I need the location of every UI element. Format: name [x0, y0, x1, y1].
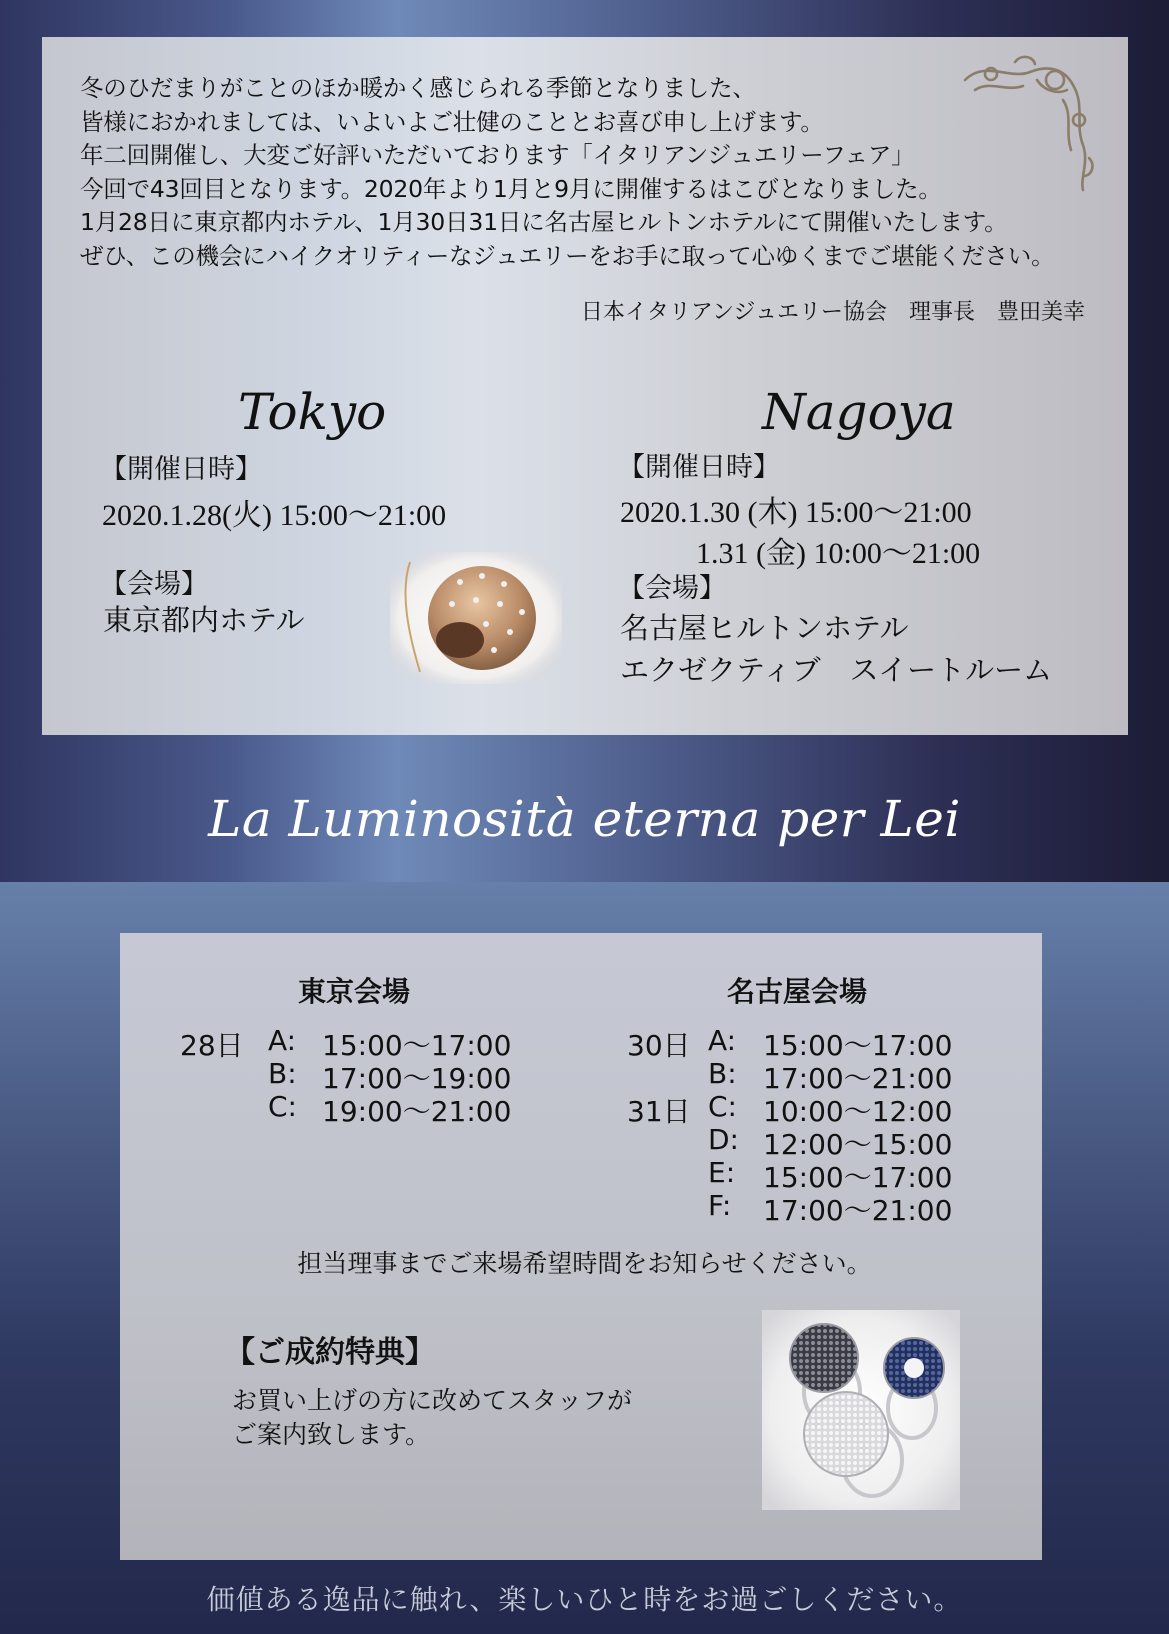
nagoya-venue-label: 【会場】 [618, 573, 726, 604]
tokyo-day: 28日 [180, 1029, 244, 1062]
nagoya-slot-code: B: [708, 1057, 737, 1090]
bonus-line: お買い上げの方に改めてスタッフが [232, 1386, 633, 1415]
ring-photo [390, 552, 562, 684]
tokyo-slot-time: 17:00～19:00 [322, 1062, 512, 1095]
tokyo-schedule-title: 東京会場 [298, 975, 411, 1008]
tokyo-date-label: 【開催日時】 [100, 454, 262, 485]
nagoya-slot-code: A: [708, 1024, 737, 1057]
slogan: La Luminosità eterna per Lei [208, 790, 961, 848]
nagoya-slot-time: 17:00～21:00 [763, 1194, 953, 1227]
greeting-line: ぜひ、この機会にハイクオリティーなジュエリーをお手に取って心ゆくまでご堪能ください。 [80, 241, 1055, 270]
tokyo-slot-time: 15:00～17:00 [322, 1029, 512, 1062]
nagoya-slot-code: E: [708, 1156, 736, 1189]
nagoya-date-label: 【開催日時】 [618, 452, 780, 483]
nagoya-slot-code: D: [708, 1123, 739, 1156]
greeting-line: 皆様におかれましては、いよいよご壮健のこととお喜び申し上げます。 [80, 107, 824, 136]
greeting-line: 1月28日に東京都内ホテル、1月30日31日に名古屋ヒルトンホテルにて開催いたします。 [80, 208, 1008, 236]
greeting-line: 冬のひだまりがことのほか暖かく感じられる季節となりました、 [80, 74, 756, 102]
nagoya-date-1: 2020.1.30 (木) 15:00～21:00 [620, 496, 972, 529]
tokyo-venue-label: 【会場】 [100, 569, 208, 600]
nagoya-day-2: 31日 [627, 1095, 691, 1128]
greeting-line: 年二回開催し、大変ご好評いただいております「イタリアンジュエリーフェア」 [80, 141, 915, 169]
nagoya-slot-code: F: [708, 1189, 732, 1222]
greeting-line: 今回で43回目となります。2020年より1月と9月に開催するはこびとなりました。 [80, 174, 942, 203]
tokyo-slot-time: 19:00～21:00 [322, 1095, 512, 1128]
tokyo-slot-code: B: [268, 1057, 297, 1090]
tokyo-date: 2020.1.28(火) 15:00～21:00 [102, 499, 447, 532]
nagoya-slot-time: 12:00～15:00 [763, 1128, 953, 1161]
greeting-text [80, 72, 1110, 273]
nagoya-slot-time: 15:00～17:00 [763, 1029, 953, 1062]
footer-message: 価値ある逸品に触れ、楽しいひと時をお過ごしください。 [206, 1583, 963, 1616]
nagoya-day-1: 30日 [627, 1029, 691, 1062]
nagoya-slot-time: 15:00～17:00 [763, 1161, 953, 1194]
tokyo-slot-code: C: [268, 1090, 297, 1123]
tokyo-venue: 東京都内ホテル [103, 603, 305, 637]
bonus-title: 【ご成約特典】 [225, 1335, 435, 1370]
nagoya-venue-2: エクゼクティブ スイートルーム [620, 653, 1053, 687]
nagoya-slot-code: C: [708, 1090, 737, 1123]
bonus-text [232, 1384, 632, 1452]
bonus-line: ご案内致します。 [232, 1420, 431, 1449]
rings-photo [762, 1310, 960, 1510]
nagoya-schedule-title: 名古屋会場 [727, 975, 868, 1008]
nagoya-slot-time: 10:00～12:00 [763, 1095, 953, 1128]
tokyo-title: Tokyo [238, 383, 387, 441]
nagoya-venue-1: 名古屋ヒルトンホテル [620, 611, 909, 645]
nagoya-title: Nagoya [762, 383, 956, 441]
nagoya-date-2: 1.31 (金) 10:00～21:00 [696, 537, 981, 570]
tokyo-slot-code: A: [268, 1024, 297, 1057]
reservation-note: 担当理事までご来場希望時間をお知らせください。 [297, 1249, 872, 1278]
signer: 日本イタリアンジュエリー協会 理事長 豊田美幸 [580, 300, 1085, 325]
nagoya-slot-time: 17:00～21:00 [763, 1062, 953, 1095]
